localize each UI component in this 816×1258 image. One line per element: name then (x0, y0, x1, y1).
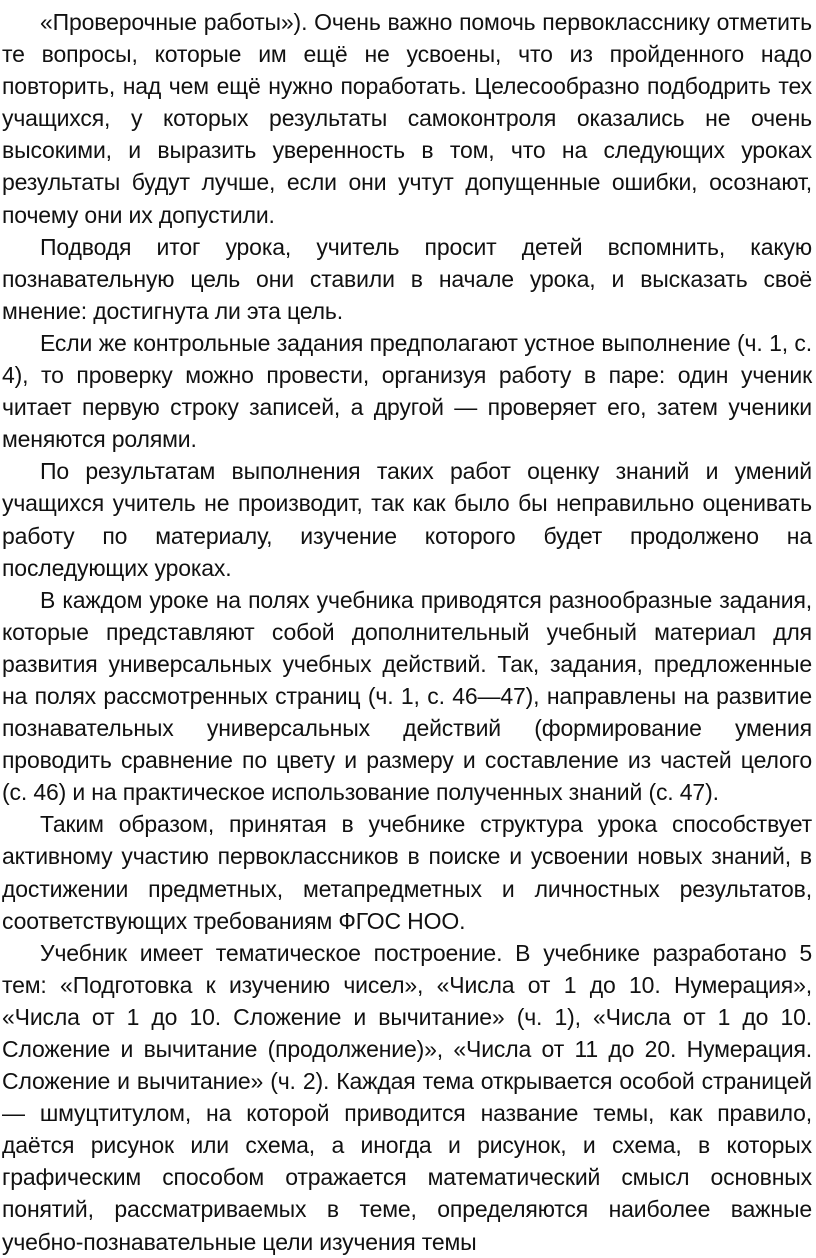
paragraph-6: Таким образом, принятая в учебнике структура урока способствует активному участию первоклассников в поиске и усвоении новых знаний, в достижении предметных, метапредметных и личностных результатов, соответствующих требованиям ФГОС НОО. (2, 811, 812, 934)
paragraph-4: По результатам выполнения таких работ оценку знаний и умений учащихся учитель не производит, так как было бы неправильно оценивать работу по материалу, изучение которого будет продолжено на последующих уроках. (2, 458, 812, 581)
paragraph-1: «Проверочные работы»). Очень важно помочь первокласснику отметить те вопросы, которые им ещё не усвоены, что из пройденного надо повторить, над чем ещё нужно поработать. Целесообразно подбодрить тех учащихся, у которых результаты самоконтроля оказались не очень высокими, и выразить уверенность в том, что на следующих уроках результаты будут лучше, если они учтут допущенные ошибки, осознают, почему они их допустили. (2, 9, 812, 228)
paragraph-7: Учебник имеет тематическое построение. В учебнике разработано 5 тем: «Подготовка к изучению чисел», «Числа от 1 до 10. Нумерация», «Числа от 1 до 10. Сложение и вычитание» (ч. 1), «Числа от 1 до 10. Сложение и вычитание (продолжение)», «Числа от 11 до 20. Нумерация. Сложение и вычитание» (ч. 2). Каждая тема открывается особой страницей — шмуцтитулом, на которой приводится название темы, как правило, даётся рисунок или схема, а иногда и рисунок, и схема, в которых графическим способом отражается математический смысл основных понятий, рассматриваемых в теме, определяются наиболее важные учебно-познавательные цели изучения темы (2, 939, 812, 1255)
paragraph-5: В каждом уроке на полях учебника приводятся разнообразные задания, которые представляют собой дополнительный учебный материал для развития универсальных учебных действий. Так, задания, предложенные на полях рассмотренных страниц (ч. 1, с. 46—47), направлены на развитие познавательных универсальных действий (формирование умения проводить сравнение по цвету и размеру и составление из частей целого (с. 46) и на практическое использование полученных знаний (с. 47). (2, 586, 812, 806)
paragraph-2: Подводя итог урока, учитель просит детей вспомнить, какую познавательную цель они ставили в начале урока, и высказать своё мнение: достигнута ли эта цель. (2, 233, 812, 324)
paragraph-3: Если же контрольные задания предполагают устное выполнение (ч. 1, с. 4), то проверку можно провести, организуя работу в паре: один ученик читает первую строку записей, а другой — проверяет его, затем ученики меняются ролями. (2, 329, 812, 453)
